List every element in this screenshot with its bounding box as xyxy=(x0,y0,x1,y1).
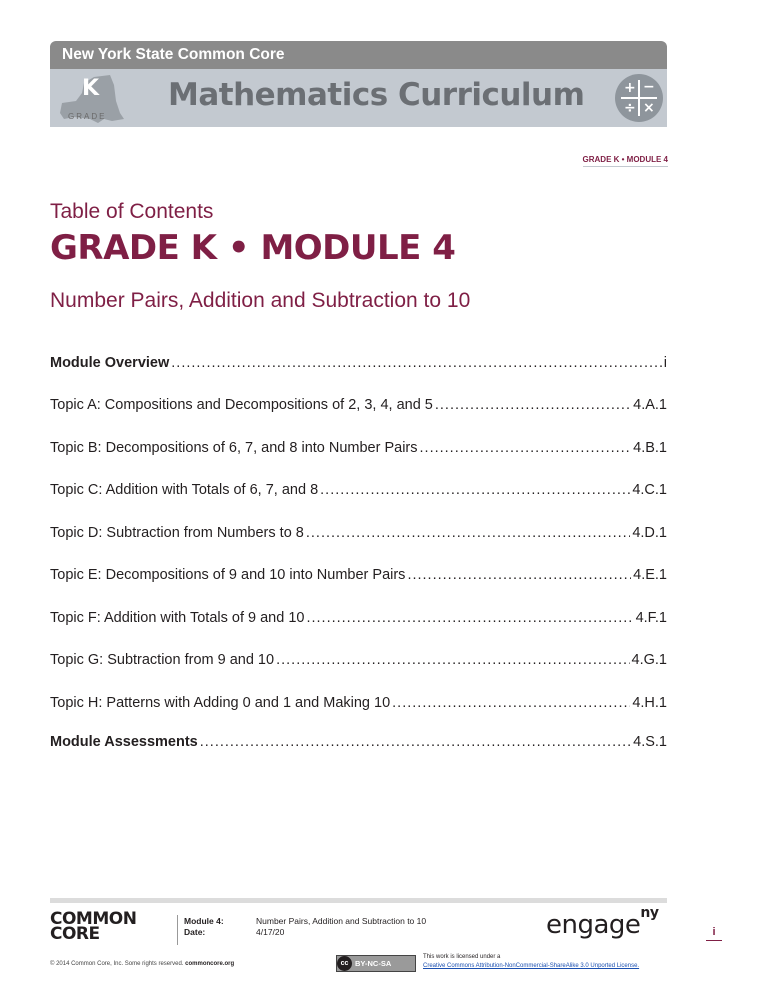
math-operations-icon xyxy=(615,74,663,122)
toc-entry-module-overview[interactable] xyxy=(50,355,667,371)
cc-license-badge[interactable] xyxy=(336,955,416,972)
toc-entry-page: 4.G.1 xyxy=(631,652,667,668)
toc-leader xyxy=(320,482,630,498)
toc-entry-text: Module Assessments xyxy=(50,734,198,750)
module-value: Number Pairs, Addition and Subtraction to 10 xyxy=(256,916,427,926)
toc-entry-topic-h[interactable] xyxy=(50,695,667,711)
license-notice xyxy=(423,953,639,971)
toc-leader xyxy=(171,355,662,371)
curriculum-banner xyxy=(50,41,667,127)
toc-entry-module-assessments[interactable] xyxy=(50,734,667,750)
toc-entry-text: Module Overview xyxy=(50,355,170,371)
date-key: Date: xyxy=(184,927,206,937)
license-line: This work is licensed under a xyxy=(423,954,501,960)
toc-leader xyxy=(407,567,631,583)
toc-entry-page: 4.B.1 xyxy=(633,440,667,456)
toc-entry-page: 4.F.1 xyxy=(635,610,667,626)
toc-entry-page: 4.E.1 xyxy=(633,567,667,583)
engage-text: engage xyxy=(546,910,641,940)
grade-badge xyxy=(54,73,126,125)
toc-leader xyxy=(200,734,631,750)
module-key: Module 4: xyxy=(184,916,224,926)
date-value: 4/17/20 xyxy=(256,927,285,937)
copyright-site-link[interactable]: commoncore.org xyxy=(185,961,235,967)
toc-entry-topic-b[interactable] xyxy=(50,440,667,456)
toc-leader xyxy=(435,397,631,413)
times-icon: × xyxy=(643,100,655,116)
toc-leader xyxy=(276,652,629,668)
minus-icon: − xyxy=(643,79,655,95)
toc-entry-topic-f[interactable] xyxy=(50,610,667,626)
grade-letter: K xyxy=(82,76,100,101)
running-header: GRADE K • MODULE 4 xyxy=(583,155,668,167)
footer-rule xyxy=(50,898,667,903)
toc-label: Table of Contents xyxy=(50,200,214,223)
footer-values xyxy=(256,916,426,938)
toc-entry-topic-c[interactable] xyxy=(50,482,667,498)
page-number: i xyxy=(706,926,722,941)
toc-leader xyxy=(392,695,630,711)
toc-entry-text: Topic B: Decompositions of 6, 7, and 8 into Number Pairs xyxy=(50,440,418,456)
grade-word: GRADE xyxy=(68,112,107,121)
plus-icon: + xyxy=(624,80,636,96)
toc-entry-page: 4.D.1 xyxy=(632,525,667,541)
toc-entry-topic-d[interactable] xyxy=(50,525,667,541)
toc-entry-page: 4.C.1 xyxy=(632,482,667,498)
toc-entry-text: Topic C: Addition with Totals of 6, 7, and 8 xyxy=(50,482,319,498)
common-core-logo xyxy=(50,909,150,944)
toc-entry-page: 4.S.1 xyxy=(633,734,667,750)
logo-line-2: CORE xyxy=(50,924,100,944)
toc-entry-topic-e[interactable] xyxy=(50,567,667,583)
toc-entry-topic-a[interactable] xyxy=(50,397,667,413)
footer-keys xyxy=(184,916,224,938)
toc-entry-text: Topic F: Addition with Totals of 9 and 10 xyxy=(50,610,305,626)
module-title: GRADE K • MODULE 4 xyxy=(50,228,456,268)
toc-leader xyxy=(306,525,630,541)
toc-entry-page: 4.A.1 xyxy=(633,397,667,413)
license-badge-text: BY-NC-SA xyxy=(355,959,392,968)
module-subtitle: Number Pairs, Addition and Subtraction to 10 xyxy=(50,289,471,312)
toc-entry-text: Topic D: Subtraction from Numbers to 8 xyxy=(50,525,304,541)
toc-entry-text: Topic E: Decompositions of 9 and 10 into Number Pairs xyxy=(50,567,406,583)
banner-title: Mathematics Curriculum xyxy=(168,77,585,113)
cc-icon: cc xyxy=(337,956,352,971)
toc-entry-page: 4.H.1 xyxy=(632,695,667,711)
copyright-line xyxy=(50,961,234,967)
banner-main xyxy=(50,69,667,127)
toc-leader xyxy=(306,610,633,626)
divide-icon: ÷ xyxy=(624,100,636,116)
engageny-logo xyxy=(546,905,659,940)
copyright-text: © 2014 Common Core, Inc. Some rights reserved. xyxy=(50,961,184,967)
footer-divider xyxy=(177,915,178,945)
toc-leader xyxy=(420,440,632,456)
license-link[interactable]: Creative Commons Attribution-NonCommercial-ShareAlike 3.0 Unported License. xyxy=(423,963,640,969)
toc-entry-text: Topic A: Compositions and Decompositions of 2, 3, 4, and 5 xyxy=(50,397,433,413)
toc-entry-text: Topic G: Subtraction from 9 and 10 xyxy=(50,652,275,668)
toc-entry-page: i xyxy=(663,355,667,371)
toc-entry-topic-g[interactable] xyxy=(50,652,667,668)
toc-entry-text: Topic H: Patterns with Adding 0 and 1 and Making 10 xyxy=(50,695,391,711)
engage-sup: ny xyxy=(640,905,659,922)
banner-state-title: New York State Common Core xyxy=(50,41,667,69)
logo-line-1: COMMON xyxy=(50,909,137,929)
